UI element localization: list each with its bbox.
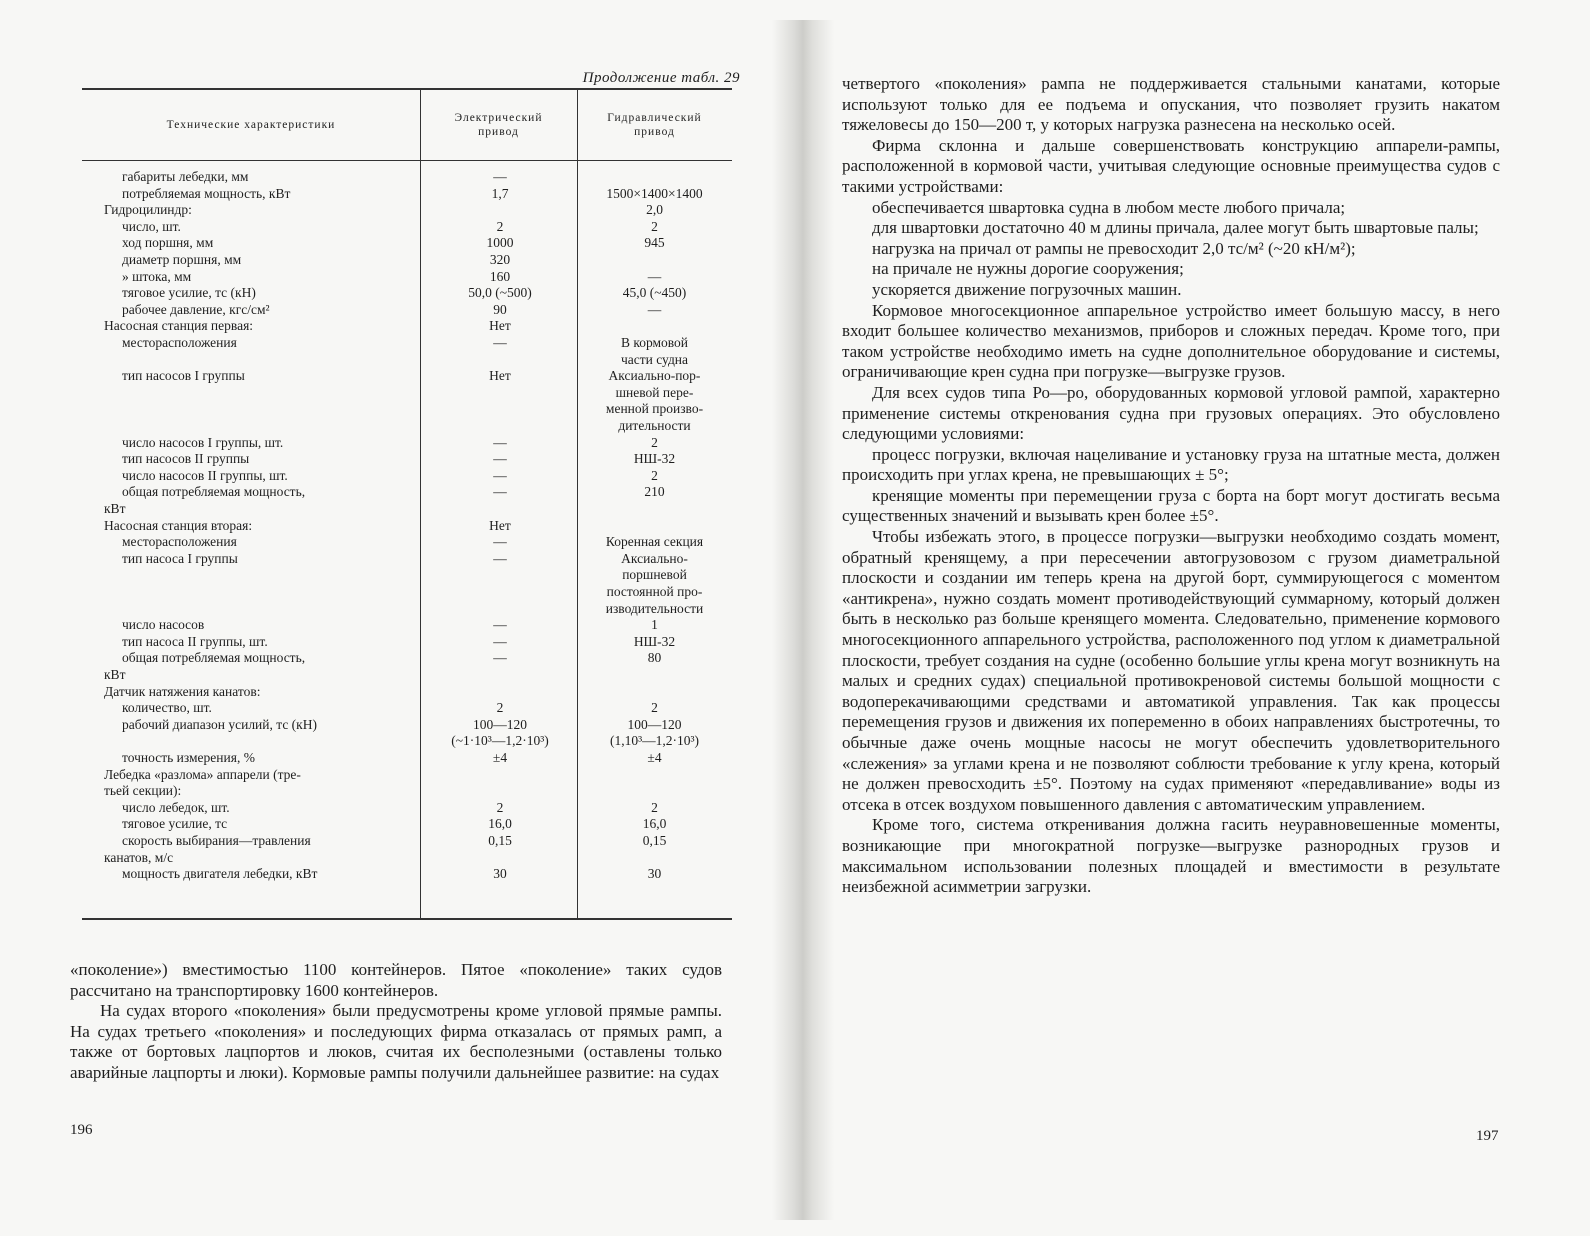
table-cell-electric: 1000 <box>486 235 514 251</box>
table-cell-label: кВт <box>104 501 126 516</box>
table-cell-electric: — <box>493 451 507 467</box>
table-cell-label: Датчик натяжения канатов: <box>104 683 261 699</box>
table-cell-hydraulic: ±4 <box>647 750 662 765</box>
table-cell-label: число, шт. <box>122 218 181 234</box>
table-cell-electric: 100—120 <box>473 716 527 732</box>
table-cell-hydraulic: менной произво- <box>605 401 704 417</box>
table-cell-label: » штока, мм <box>122 268 192 284</box>
table-cell-label: число насосов II группы, шт. <box>122 467 288 483</box>
table-divider <box>420 90 421 918</box>
paragraph: Кроме того, система откренивания должна гасить неуравновешенные моменты, возникающие при многократной погрузке—выгрузке разнородных грузов и максимальном использовании полезных площадей и вместимости в результате неизбежной асимметрии загрузки. <box>842 815 1500 897</box>
table-cell-electric: — <box>493 484 507 500</box>
table-cell-electric: — <box>493 534 507 550</box>
table-cell-label: скорость выбирания—травления <box>122 833 311 848</box>
table-cell-electric: 2 <box>496 218 504 234</box>
table-cell-label: тяговое усилие, тс (кН) <box>122 285 256 301</box>
table-cell-label: число насосов I группы, шт. <box>122 434 284 450</box>
table-cell-electric: — <box>493 169 507 184</box>
table-cell-label: рабочее давление, кгс/см² <box>122 301 270 317</box>
paragraph: Для всех судов типа Ро—ро, оборудованных кормовой угловой рампой, характерно применение системы откренования судна при грузовых операциях. Это обусловлено следующими условиями: <box>842 382 1500 444</box>
table-cell-label: число насосов <box>122 617 205 633</box>
table-cell-label: тип насосов I группы <box>122 368 245 384</box>
table-cell-label: тип насосов II группы <box>122 451 250 467</box>
table-cell-hydraulic: НШ-32 <box>633 633 676 649</box>
table-cell-hydraulic: изводительности <box>605 600 704 616</box>
table-cell-hydraulic: 80 <box>647 650 662 666</box>
table-cell-hydraulic: 2 <box>651 700 658 716</box>
paragraph: четвертого «поколения» рампа не поддерживается стальными канатами, которые используют только для ее подъема и опускания, что позволяет грузить накатом тяжеловесы до 150—200 т, у которых нагрузка разнесена на несколько осей. <box>842 74 1500 135</box>
paragraph: Фирма склонна и дальше совершенствовать конструкцию аппарели-рампы, расположенной в кормовой части, учитывая следующие основные преимущества судов с такими устройствами: <box>842 135 1500 196</box>
table-cell-hydraulic: В кормовой <box>620 335 689 350</box>
table-cell-label: месторасположения <box>122 534 237 550</box>
table-cell-electric: — <box>493 617 507 633</box>
table-cell-label: ход поршня, мм <box>122 235 214 251</box>
table-cell-electric: — <box>493 467 507 483</box>
table-cell-electric: (~1·10³—1,2·10³) <box>451 733 549 749</box>
paragraph: Чтобы избежать этого, в процессе погрузки—выгрузки необходимо создать момент, обратный кренящему, а при пересечении автогрузовозом с грузом диаметральной плоскости и создании им теперь крена на другой борт, суммирующегося с моментом «антикрена», нужно создать момент противодействующий суммарному, который должен быть в несколько раз больше кренящего момента. Следовательно, применение кормового многосекционного аппарельного устройства, расположенного под углом к диаметральной плоскости, требует создания на судне (особенно большие углы крена могут возникнуть на малых и средних судах) специальной противокреновой системы большой мощности с водоперекачивающими средствами и автоматикой управления. Так как процессы перемещения грузов и движения их попеременно в обоих направлениях быстротечны, то обычные даже очень мощные насосы не могут обеспечить удовлетворительного «слежения» за углами крена и не позволяют соблюсти требование к углу крена, который не должен превосходить ±5°. Поэтому на судах применяют «передавливание» воды из отсека в отсек воздухом повышенного давления с автоматическим управлением. <box>842 527 1500 814</box>
table-cell-electric: — <box>493 650 507 666</box>
paragraph: «поколение») вместимостью 1100 контейнеров. Пятое «поколение» таких судов рассчитано на транспортировку 1600 контейнеров. <box>70 960 722 1000</box>
table-cell-label: тяговое усилие, тс <box>122 816 228 832</box>
paragraph: кренящие моменты при перемещении груза с борта на борт могут достигать весьма существенных значений и вызывать крен более ±5°. <box>842 485 1500 526</box>
paragraph: Кормовое многосекционное аппарельное устройство имеет большую массу, в него входит большее количество механизмов, приборов и сложных передач. Кроме того, при таком устройстве необходимо иметь на судне дополнительное оборудование и системы, ограничивающие крен судна при погрузке—выгрузке грузов. <box>842 300 1500 382</box>
table-cell-hydraulic: 0,15 <box>642 833 667 848</box>
table-cell-hydraulic: — <box>647 301 662 317</box>
table-cell-label: общая потребляемая мощность, <box>122 484 306 500</box>
table-cell-label: точность измерения, % <box>122 750 255 765</box>
table-cell-label: Насосная станция вторая: <box>104 517 253 533</box>
table-cell-label: тип насоса I группы <box>122 550 238 566</box>
page-number: 197 <box>1476 1128 1499 1144</box>
table-cell-label: рабочий диапазон усилий, тс (кН) <box>122 716 317 732</box>
table-cell-electric: 90 <box>493 301 507 317</box>
table-cell-hydraulic: Аксиально- <box>621 550 688 566</box>
table-cell-hydraulic: 1500×1400×1400 <box>606 185 703 201</box>
table-header-characteristics: Технические характеристики <box>166 118 336 131</box>
table-cell-label: потребляемая мощность, кВт <box>122 185 291 201</box>
table-cell-hydraulic: Аксиально-пор- <box>608 368 701 384</box>
table-cell-hydraulic: 2,0 <box>646 202 663 218</box>
table-cell-label: мощность двигателя лебедки, кВт <box>122 866 318 882</box>
table-cell-electric: — <box>493 633 507 649</box>
table-cell-hydraulic: 2 <box>651 799 658 815</box>
table-cell-electric: 30 <box>493 866 507 882</box>
left-body-text <box>70 960 722 1084</box>
table-cell-label: общая потребляемая мощность, <box>122 650 306 666</box>
table-cell-label: количество, шт. <box>122 700 212 716</box>
paragraph: ускоряется движение погрузочных машин. <box>872 279 1182 299</box>
table-cell-electric: 160 <box>489 268 511 284</box>
table-cell-electric: — <box>493 434 507 450</box>
right-body-text <box>842 74 1500 898</box>
paragraph: На судах второго «поколения» были предусмотрены кроме угловой прямые рампы. На судах третьего «поколения» и последующих фирма отказалась от прямых рамп, а также от бортовых лацпортов и люков, считая их бесполезными (оставлены только аварийные лацпорты и люки). Кормовые рампы получили дальнейшее развитие: на судах <box>70 1001 722 1082</box>
table-header-rule <box>82 160 732 161</box>
table-cell-label: кВт <box>104 667 126 682</box>
table-cell-electric: 0,15 <box>488 833 512 848</box>
table-cell-electric: 50,0 (~500) <box>468 285 532 301</box>
table-cell-hydraulic: 945 <box>644 235 665 251</box>
book-gutter <box>772 20 834 1220</box>
paragraph: процесс погрузки, включая нацеливание и установку груза на штатные места, должен происходить при углах крена, не превышающих ± 5°; <box>842 444 1500 485</box>
table-cell-hydraulic: постоянной про- <box>606 584 703 599</box>
paragraph: для швартовки достаточно 40 м длины причала, далее могут быть швартовые палы; <box>872 218 1479 238</box>
table-title: Продолжение табл. 29 <box>582 70 740 86</box>
table-cell-hydraulic: части судна <box>620 351 689 367</box>
table-header-hydraulic: Гидравлический привод <box>607 111 702 138</box>
table-cell-hydraulic: дительности <box>618 418 691 433</box>
table-cell-electric: 2 <box>496 799 504 815</box>
table-cell-hydraulic: шневой пере- <box>615 384 694 400</box>
table-cell-hydraulic: 45,0 (~450) <box>622 285 687 301</box>
table-cell-label: Насосная станция первая: <box>104 318 254 334</box>
table-cell-label: габариты лебедки, мм <box>122 169 249 184</box>
page-number: 196 <box>70 1122 93 1138</box>
table-cell-electric: — <box>493 335 507 350</box>
table-cell-label: число лебедок, шт. <box>122 799 230 815</box>
table-cell-electric: Нет <box>489 318 511 334</box>
paragraph: на причале не нужны дорогие сооружения; <box>872 259 1184 279</box>
table-cell-electric: 320 <box>489 252 511 267</box>
table-cell-hydraulic: (1,10³—1,2·10³) <box>609 733 700 749</box>
table-cell-electric: ±4 <box>492 750 508 765</box>
table-cell-electric: 2 <box>496 700 504 716</box>
paragraph: обеспечивается швартовка судна в любом месте любого причала; <box>872 197 1346 217</box>
table-cell-hydraulic: — <box>647 268 662 284</box>
table-cell-label: тьей секции): <box>104 783 182 799</box>
table-cell-label: Лебедка «разлома» аппарели (тре- <box>104 766 301 782</box>
table-cell-electric: 1,7 <box>491 185 509 201</box>
table-cell-electric: Нет <box>489 368 511 384</box>
table-cell-hydraulic: поршневой <box>622 567 687 583</box>
table-cell-hydraulic: 100—120 <box>627 716 682 732</box>
table-cell-hydraulic: 2 <box>651 467 658 483</box>
table-cell-hydraulic: 2 <box>651 434 658 450</box>
spec-table <box>82 88 732 920</box>
table-cell-label: диаметр поршня, мм <box>122 252 242 267</box>
table-cell-hydraulic: 30 <box>647 866 662 882</box>
table-cell-hydraulic: 2 <box>651 218 658 234</box>
table-cell-electric: — <box>493 550 507 566</box>
table-cell-label: месторасположения <box>122 335 237 350</box>
table-cell-label: Гидроцилиндр: <box>104 202 192 218</box>
table-cell-hydraulic: 1 <box>651 617 658 633</box>
table-cell-label: канатов, м/с <box>104 849 174 865</box>
table-cell-hydraulic: 16,0 <box>642 816 667 832</box>
table-cell-electric: Нет <box>489 517 511 533</box>
table-cell-label: тип насоса II группы, шт. <box>122 633 268 649</box>
table-header-electric: Электрический привод <box>454 111 543 138</box>
table-cell-electric: 16,0 <box>488 816 512 832</box>
paragraph: нагрузка на причал от рампы не превосходит 2,0 тс/м² (~20 кН/м²); <box>872 238 1356 258</box>
table-cell-hydraulic: 210 <box>644 484 665 500</box>
table-cell-hydraulic: Коренная секция <box>605 534 704 550</box>
table-cell-hydraulic: НШ-32 <box>633 451 676 467</box>
